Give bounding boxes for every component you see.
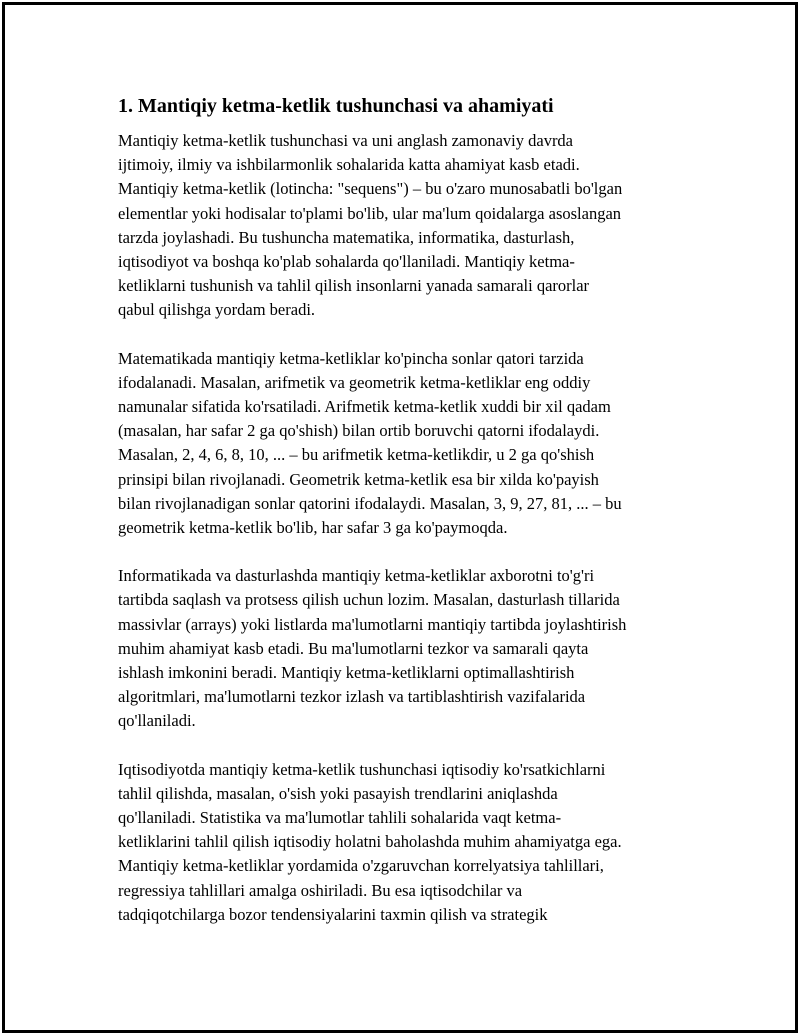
paragraph-mathematics: Matematikada mantiqiy ketma-ketliklar ko'pincha sonlar qatori tarzida ifodalanadi. Masalan, arifmetik va geometrik ketma-ketliklar eng oddiy namunalar sifatida ko'rsatiladi. Arifmetik ketma-ketlik xuddi bir xil qadam (masalan, har safar 2 ga qo'shish) bilan ortib boruvchi qatorni ifodalaydi. Masalan, 2, 4, 6, 8, 10, ... – bu arifmetik ketma-ketlikdir, u 2 ga qo'shish prinsipi bilan rivojlanadi. Geometrik ketma-ketlik esa bir xilda ko'payish bilan rivojlanadigan sonlar qatorini ifodalaydi. Masalan, 3, 9, 27, 81, ... – bu geometrik ketma-ketlik bo'lib, har safar 3 ga ko'paymoqda.	[118, 348, 622, 538]
section-heading: 1. Mantiqiy ketma-ketlik tushunchasi va ahamiyati	[118, 95, 554, 117]
document-body	[118, 93, 690, 951]
paragraph-informatics: Informatikada va dasturlashda mantiqiy ketma-ketliklar axborotni to'g'ri tartibda saqlash va protsess qilish uchun lozim. Masalan, dasturlash tillarida massivlar (arrays) yoki listlarda ma'lumotlarni mantiqiy tartibda joylashtirish muhim ahamiyat kasb etadi. Bu ma'lumotlarni tezkor va samarali qayta ishlash imkonini beradi. Mantiqiy ketma-ketliklarni optimallashtirish algoritmlari, ma'lumotlarni tezkor izlash va tartiblashtirish vazifalarida qo'llaniladi.	[118, 566, 627, 731]
paragraph-economics: Iqtisodiyotda mantiqiy ketma-ketlik tushunchasi iqtisodiy ko'rsatkichlarni tahlil qilishda, masalan, o'sish yoki pasayish trendlarini aniqlashda qo'llaniladi. Statistika va ma'lumotlar tahlili sohalarida vaqt ketma- ketliklarini tahlil qilish iqtisodiy holatni baholashda muhim ahamiyatga ega. Mantiqiy ketma-ketliklar yordamida o'zgaruvchan korrelyatsiya tahlillari, regressiya tahlillari amalga oshiriladi. Bu esa iqtisodchilar va tadqiqotchilarga bozor tendensiyalarini taxmin qilish va strategik	[118, 759, 622, 924]
paragraph-intro: Mantiqiy ketma-ketlik tushunchasi va uni anglash zamonaviy davrda ijtimoiy, ilmiy va ishbilarmonlik sohalarida katta ahamiyat kasb etadi. Mantiqiy ketma-ketlik (lotincha: "sequens") – bu o'zaro munosabatli bo'lgan elementlar yoki hodisalar to'plami bo'lib, ular ma'lum qoidalarga asoslangan tarzda joylashadi. Bu tushuncha matematika, informatika, dasturlash, iqtisodiyot va boshqa ko'plab sohalarda qo'llaniladi. Mantiqiy ketma- ketliklarni tushunish va tahlil qilish insonlarni yanada samarali qarorlar qabul qilishga yordam beradi.	[118, 131, 623, 320]
